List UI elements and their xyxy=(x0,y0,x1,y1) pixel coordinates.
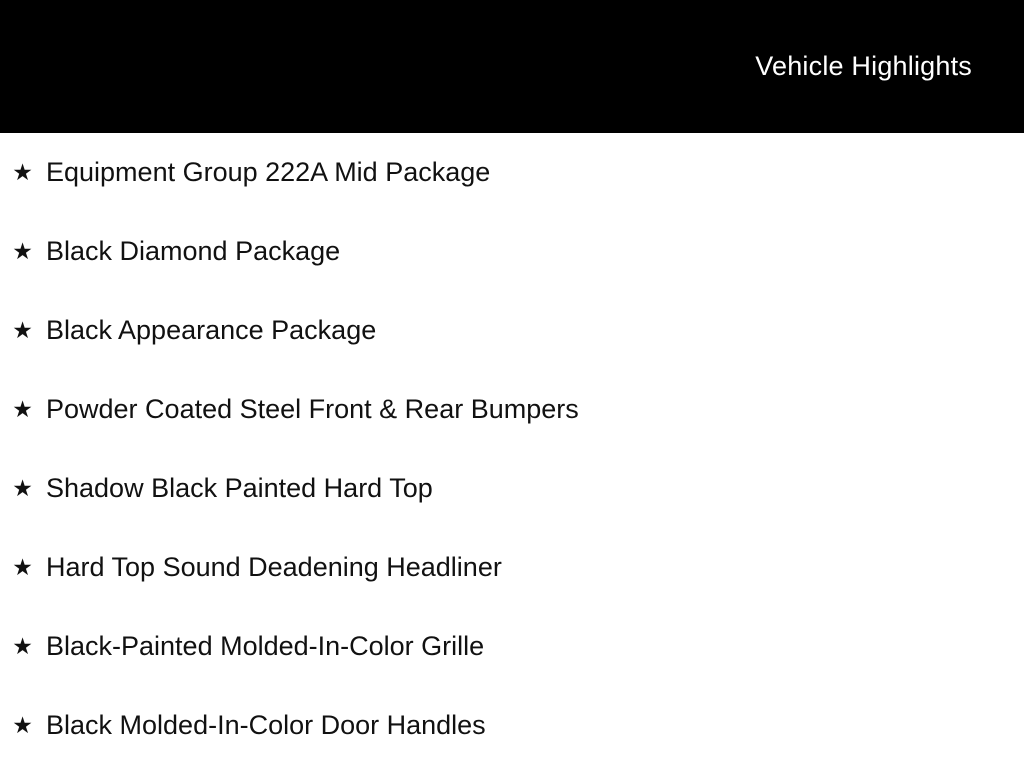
star-icon: ★ xyxy=(12,159,33,185)
list-item-label: Hard Top Sound Deadening Headliner xyxy=(46,552,502,582)
list-item-label: Black Appearance Package xyxy=(46,315,377,345)
page-title: Vehicle Highlights xyxy=(755,51,972,81)
star-icon: ★ xyxy=(12,554,33,580)
list-item xyxy=(12,316,1004,344)
star-icon: ★ xyxy=(12,712,33,738)
star-icon: ★ xyxy=(12,238,33,264)
list-item-label: Black Diamond Package xyxy=(46,236,341,266)
star-icon: ★ xyxy=(12,317,33,343)
star-icon: ★ xyxy=(12,396,33,422)
vehicle-highlights-list xyxy=(0,133,1024,739)
star-icon: ★ xyxy=(12,475,33,501)
list-item xyxy=(12,474,1004,502)
list-item-label: Equipment Group 222A Mid Package xyxy=(46,157,491,187)
list-item xyxy=(12,632,1004,660)
list-item-label: Powder Coated Steel Front & Rear Bumpers xyxy=(46,394,579,424)
list-item xyxy=(12,237,1004,265)
list-item xyxy=(12,158,1004,186)
star-icon: ★ xyxy=(12,633,33,659)
list-item-label: Black-Painted Molded-In-Color Grille xyxy=(46,631,485,661)
list-item-label: Shadow Black Painted Hard Top xyxy=(46,473,433,503)
list-item xyxy=(12,395,1004,423)
list-item xyxy=(12,711,1004,739)
header-bar xyxy=(0,0,1024,133)
list-item-label: Black Molded-In-Color Door Handles xyxy=(46,710,486,740)
list-item xyxy=(12,553,1004,581)
